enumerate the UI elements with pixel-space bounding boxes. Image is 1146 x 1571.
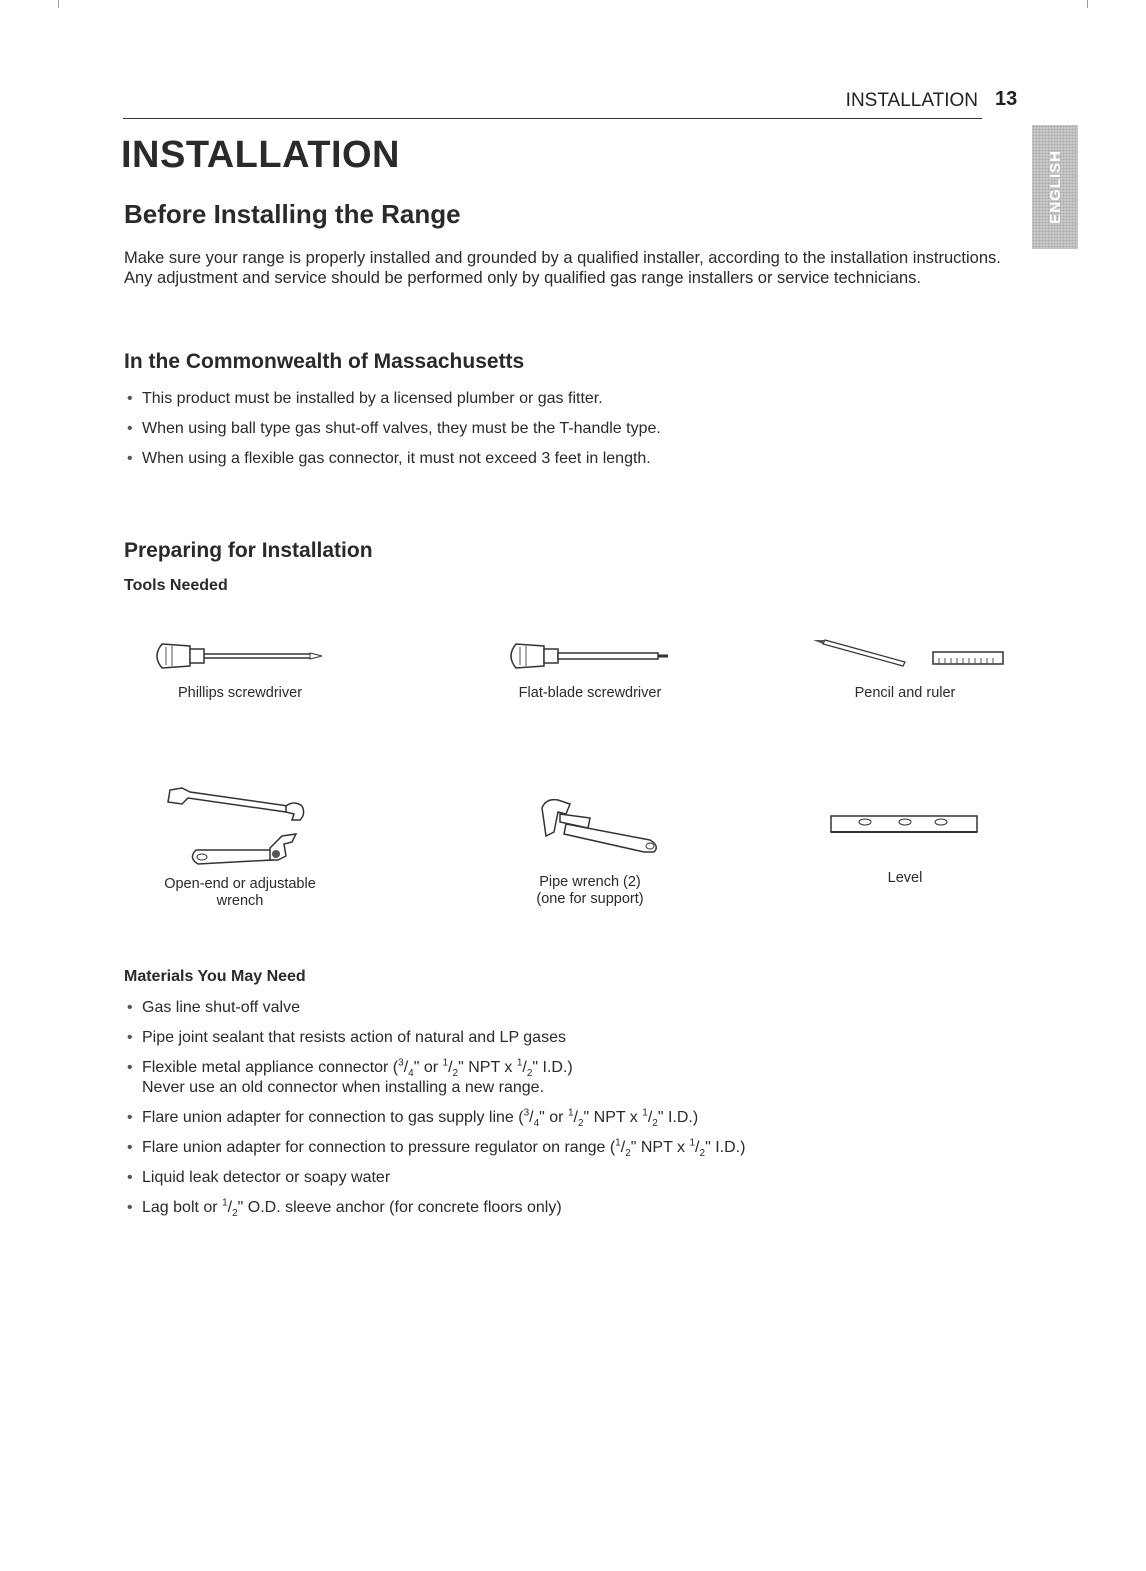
tool-caption: Flat-blade screwdriver xyxy=(518,685,662,701)
list-item xyxy=(124,998,944,1018)
material-text: Flare union adapter for connection to gas supply line ( xyxy=(142,1109,524,1126)
before-installing-text: Make sure your range is properly installed and grounded by a qualified installer, according to the installation instructions. Any adjustment and service should be performed only by qualified gas range installers or service technicians. xyxy=(124,249,1001,287)
fraction-den: 2 xyxy=(232,1208,238,1220)
before-installing-heading: Before Installing the Range xyxy=(124,199,461,229)
language-side-tab xyxy=(1032,125,1078,249)
material-text: Flexible metal appliance connector ( xyxy=(142,1059,399,1076)
fraction-num: 1 xyxy=(615,1137,621,1149)
material-text: " or xyxy=(539,1109,568,1126)
list-item: • When using a flexible gas connector, it must not exceed 3 feet in length. xyxy=(124,449,924,469)
fraction-num: 3 xyxy=(398,1057,404,1069)
materials-list xyxy=(124,998,944,1228)
material-text: " I.D.) xyxy=(705,1139,746,1156)
tool-caption: Pipe wrench (2) xyxy=(539,874,641,890)
material-text: " I.D.) xyxy=(532,1059,573,1076)
fraction-num: 1 xyxy=(222,1197,228,1209)
pipe-wrench-icon xyxy=(510,788,670,870)
massachusetts-list xyxy=(124,389,924,479)
page-number: 13 xyxy=(995,88,1018,110)
list-item xyxy=(124,1168,944,1188)
tool-level xyxy=(800,808,1010,887)
fraction-num: 1 xyxy=(689,1137,696,1149)
tool-wrench xyxy=(140,778,340,910)
list-item: • Flare union adapter for connection to gas supply line ($^3/_4$" or $^1/_2$" NPT x $^1/_2$" I.D.) xyxy=(124,1108,944,1128)
tool-caption: wrench xyxy=(216,893,264,909)
material-text: Liquid leak detector or soapy water xyxy=(142,1169,391,1186)
list-item: • Flexible metal appliance connector ($^3/_4$" or $^1/_2$" NPT x $^1/_2$" I.D.) Never use an old connector when installing a new range. xyxy=(124,1058,944,1098)
preparing-heading: Preparing for Installation xyxy=(124,539,373,562)
tool-phillips xyxy=(140,636,340,702)
pencil-and-ruler-icon xyxy=(805,636,1005,676)
tool-pencil-ruler xyxy=(800,636,1010,702)
fraction-den: 2 xyxy=(452,1068,459,1080)
fraction-den: 2 xyxy=(577,1118,584,1130)
material-text: " or xyxy=(413,1059,443,1076)
fraction-den: 2 xyxy=(699,1148,706,1160)
tool-caption: (one for support) xyxy=(536,891,644,907)
tool-caption: Phillips screwdriver xyxy=(177,685,303,701)
language-tab-label: ENGLISH xyxy=(1046,150,1064,224)
massachusetts-heading: In the Commonwealth of Massachusetts xyxy=(124,350,525,373)
tool-caption: Level xyxy=(887,870,923,886)
materials-heading: Materials You May Need xyxy=(124,968,306,985)
crop-mark-right xyxy=(1087,0,1088,8)
page-title: INSTALLATION xyxy=(121,134,400,176)
fraction-num: 1 xyxy=(642,1107,648,1119)
material-text: Lag bolt or xyxy=(142,1199,223,1216)
list-item: • When using ball type gas shut-off valves, they must be the T-handle type. xyxy=(124,419,924,439)
wrench-icon xyxy=(160,778,320,870)
fraction-den: 2 xyxy=(652,1118,658,1130)
tool-caption: Pencil and ruler xyxy=(854,685,956,701)
material-note: Never use an old connector when installing a new range. xyxy=(142,1079,545,1096)
tool-pipe-wrench xyxy=(490,788,690,908)
material-text: " NPT x xyxy=(583,1109,643,1126)
material-text: " NPT x xyxy=(458,1059,517,1076)
crop-mark-left xyxy=(58,0,59,8)
fraction-den: 2 xyxy=(526,1068,533,1080)
list-item: • Flare union adapter for connection to pressure regulator on range ($^1/_2$" NPT x $^1/_2$" I.D.) xyxy=(124,1138,944,1158)
flat-blade-screwdriver-icon xyxy=(500,636,680,676)
fraction-den: 4 xyxy=(408,1068,414,1080)
fraction-num: 1 xyxy=(516,1057,523,1069)
material-text: " I.D.) xyxy=(657,1109,699,1126)
list-item xyxy=(124,1028,944,1048)
material-text: " NPT x xyxy=(630,1139,690,1156)
tool-flat-blade xyxy=(490,636,690,702)
fraction-num: 3 xyxy=(523,1107,530,1119)
tool-caption: Open-end or adjustable xyxy=(164,876,316,892)
running-header-section: INSTALLATION xyxy=(845,90,978,111)
level-icon xyxy=(825,808,985,842)
phillips-screwdriver-icon xyxy=(150,636,330,676)
header-rule xyxy=(123,118,982,119)
material-text: Flare union adapter for connection to pressure regulator on range ( xyxy=(142,1139,616,1156)
material-text: " O.D. sleeve anchor (for concrete floors only) xyxy=(237,1199,562,1216)
fraction-num: 1 xyxy=(442,1057,449,1069)
fraction-num: 1 xyxy=(567,1107,574,1119)
material-text: Pipe joint sealant that resists action of natural and LP gases xyxy=(142,1029,566,1046)
tools-needed-heading: Tools Needed xyxy=(124,577,228,594)
list-item: • This product must be installed by a licensed plumber or gas fitter. xyxy=(124,389,924,409)
fraction-den: 2 xyxy=(625,1148,631,1160)
fraction-den: 4 xyxy=(533,1118,540,1130)
material-text: Gas line shut-off valve xyxy=(142,999,301,1016)
list-item: • Lag bolt or $^1/_2$" O.D. sleeve anchor (for concrete floors only) xyxy=(124,1198,944,1218)
